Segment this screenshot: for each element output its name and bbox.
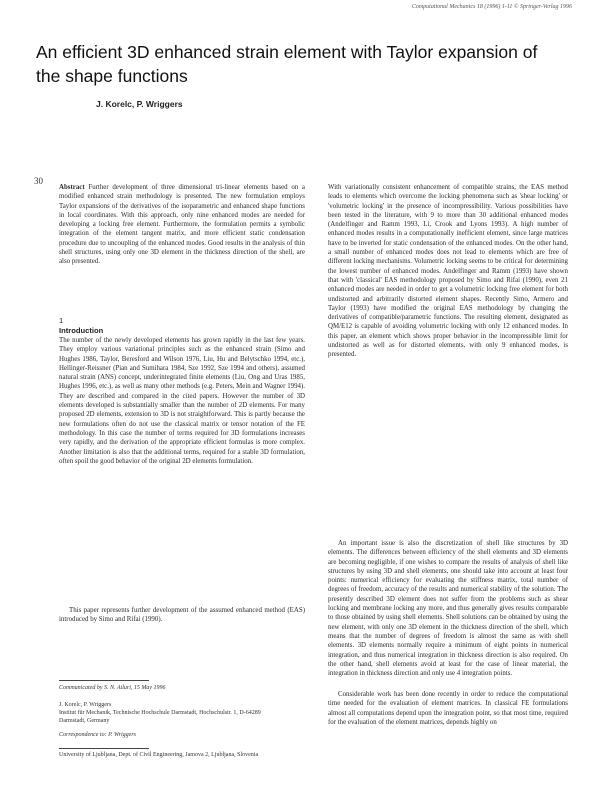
section-number: 1 (59, 316, 64, 325)
right-paragraph-1: With variationally consistent enhancement of compatible strains, the EAS method leads to elements which overcome the locking phenomena such as 'shear locking' or 'volumetric locking' in the presence of incompressibility. Various possibilities have been tested in the literature, with 9 to more than 30 additional enhanced modes (Andelfinger and Ramm 1993, Li, Crook and Lyons 1993). A high number of enhanced modes results in a computationally inefficient element, since large matrices have to be inverted for static condensation of the enhanced modes. On the other hand, a small number of enhanced modes does not lead to elements which are free of different locking mechanisms. Volumetric locking seems to be critical for determining the lowest number of enhanced modes. Andelfinger and Ramm (1993) have shown that with 'classical' EAS methodology proposed by Simo and Rifai (1990), even 21 enhanced modes are needed in order to get a volumetric locking free element for both undistorted and arbitrarily distorted element shapes. Recently Simo, Armero and Taylor (1993) have modified the original EAS methodology by changing the derivatives of compatible/parametric functions. The resulting element, designated as QM/E12 is capable of avoiding volumetric locking with only 12 enhanced modes. In this paper, an element which shows proper behavior in the incompressible limit for undistorted as well as for distorted elements, with only 9 enhanced modes, is presented. (328, 184, 568, 359)
abstract-text: Further development of three dimensional tri-linear elements based on a modified enhanced strain methodology is presented. The new formulation employs Taylor expansions of the derivatives of the isoparametric and enhanced shape functions in local coordinates. With this approach, only nine enhanced modes are needed for developing a locking free element. Furthermore, the formulation permits a symbolic integration of the element tangent matrix, and more efficient static condensation procedure due to uncoupling of the enhanced modes. Good results in the analysis of thin shell structures, using only one 3D element in the thickness direction of the shell, are also presented. (59, 184, 305, 266)
right-paragraph-3: Considerable work has been done recently in order to reduce the computational time needed for the evaluation of element matrices. In classical FE formulations almost all computations depend upon the integration point, so that most time, required for the evaluation of the element matrices, depends highly on (328, 691, 568, 726)
section-title: Introduction (59, 326, 104, 335)
margin-number: 30 (34, 176, 43, 186)
footnote-rule (59, 680, 149, 681)
affiliation-address: Institut für Mechanik, Technische Hochschule Darmstadt, Hochschulstr. 1, D-64289 Darmstadt, Germany (59, 710, 261, 724)
intro-paragraph (59, 336, 305, 606)
abstract (59, 183, 305, 306)
left-column (59, 183, 305, 632)
intro-paragraph-2: This paper represents further development of the assumed enhanced method (EAS) introduced by Simo and Rifai (1990). (59, 607, 305, 624)
footnote-rule-2 (59, 748, 149, 749)
journal-header: Computational Mechanics 18 (1996) 1-11 © Springer-Verlag 1996 (411, 4, 572, 10)
affiliation-name: J. Korelc, P. Wriggers (59, 702, 112, 708)
correspondence-note: Correspondence to: P. Wriggers (59, 732, 136, 738)
intro-text: The number of the newly developed elements has grown rapidly in the last few years. They employ various variational principles such as the enhanced strain (Simo and Hughes 1986, Taylor, Beresford and Wilson 1976, Liu, Hu and Belytschko 1994, etc.), Hellinger-Reissner (Pian and Sumihara 1984, Sze 1992, Sze 1994 and others), assumed natural strain (ANS) concept, underintegrated finite elements (Liu, Ong and Uras 1985, Hughes 1996, etc.), as well as many other methods (e.g. Peters, Mein and Wagner 1994). They are described and compared in the cited papers. However the number of 3D elements developed is substantially smaller than the number of 2D elements. For many proposed 2D elements, extension to 3D is not straightforward. This is partly because the new formulations often do not use the classical matrix or tensor notation of the FE methodology. In this case the number of terms required for 3D formulations increases very rapidly, and the derivation of the appropriate efficient formulas is more complex. Another limitation is also that the additional terms, required for a stable 3D formulation, often spoil the good behavior of the original 2D elements formulation. (59, 337, 305, 465)
paper-title: An efficient 3D enhanced strain element with Taylor expansion of the shape functions (36, 42, 538, 86)
abstract-label: Abstract (59, 184, 85, 191)
right-column (328, 183, 568, 757)
communicated-note: Communicated by S. N. Atluri, 15 May 1996 (59, 685, 166, 691)
university-note: University of Ljubljana, Dept. of Civil Engineering, Jamova 2, Ljubljana, Slovenia (59, 752, 259, 758)
authors: J. Korelc, P. Wriggers (96, 99, 183, 109)
right-paragraph-2: An important issue is also the discretization of shell like structures by 3D elements. The differences between efficiency of the shell elements and 3D elements are becoming negligible, if one wishes to compare the results of analysis of shell like structures by using 3D and shell elements, one should take into account at least four points: numerical efficiency for evaluating the stiffness matrix, total number of degrees of freedom, accuracy of the results and numerical stability of the solution. The presently described 3D element does not suffer from the problems such as shear locking and membrane locking any more, and thus generally gives results comparable to those obtained by using shell elements. Shell solutions can be obtained by using the new element, with only one 3D element in the thickness direction of the shell, which means that the number of degrees of freedom is almost the same as with shell elements. 3D elements normally require a minimum of eight points in numerical integration, and thus numerical integration in thickness direction is also required. On the other hand, shell elements avoid at least for the case of linear material, the integration in thickness direction and only use 4 integration points. (328, 540, 568, 678)
